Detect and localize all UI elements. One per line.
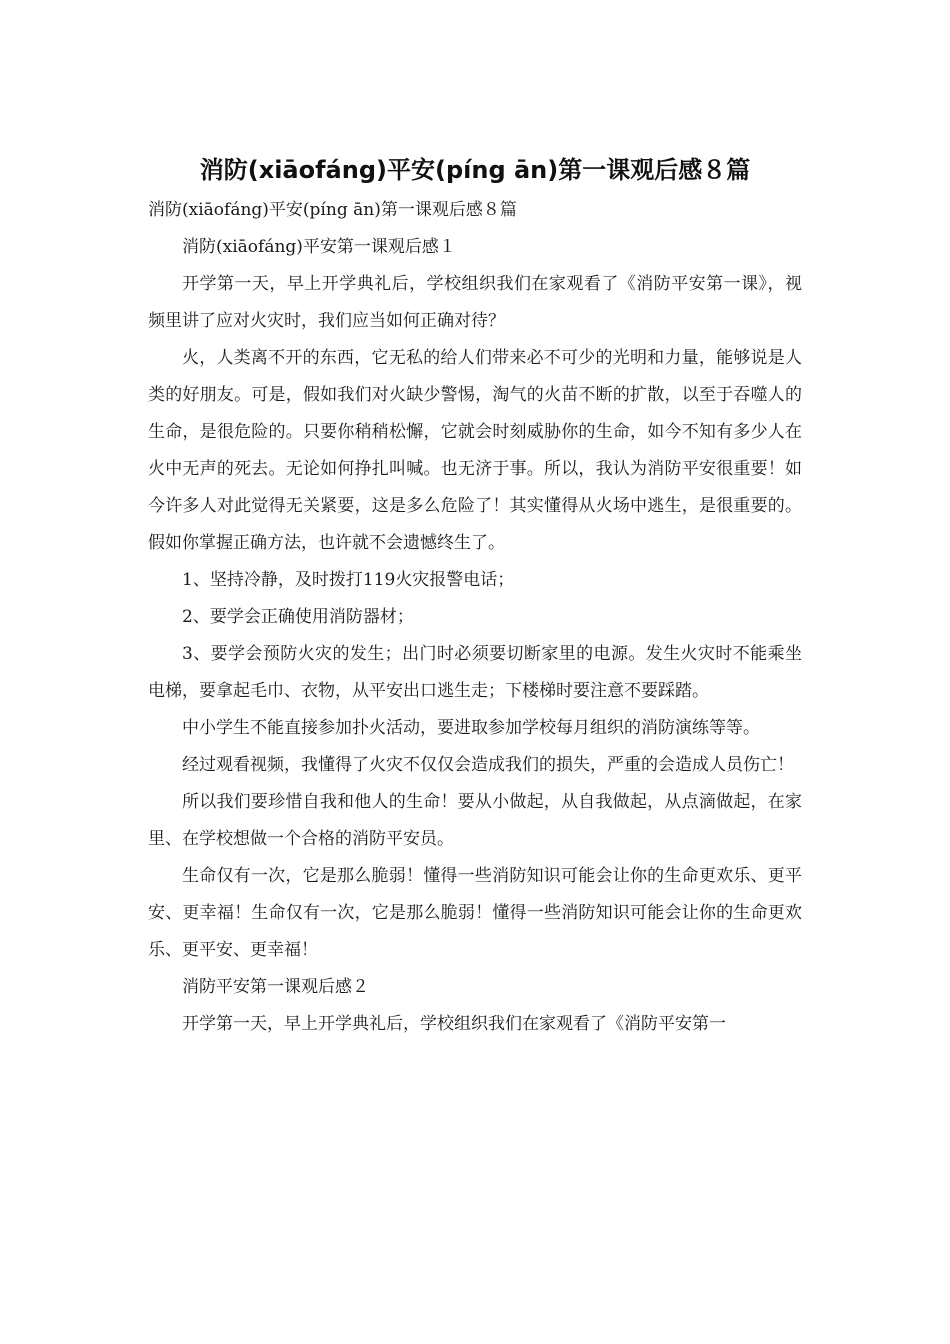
paragraph: 中小学生不能直接参加扑火活动，要进取参加学校每月组织的消防演练等等。 (182, 718, 760, 738)
document-title: 消防(xiāofáng)平安(píng ān)第一课观后感８篇 (199, 156, 751, 184)
section-2-heading: 消防平安第一课观后感２ (182, 977, 369, 997)
document-subtitle-line: 消防(xiāofáng)平安(píng ān)第一课观后感８篇 (148, 200, 517, 220)
paragraph: 所以我们要珍惜自我和他人的生命！要从小做起，从自我做起，从点滴做起，在家里、在学校想做一个合格的消防平安员。 (148, 792, 802, 849)
list-item: 2、要学会正确使用消防器材； (182, 607, 414, 627)
paragraph: 火，人类离不开的东西，它无私的给人们带来必不可少的光明和力量，能够说是人类的好朋友。可是，假如我们对火缺少警惕，淘气的火苗不断的扩散，以至于吞噬人的生命，是很危险的。只要你稍稍松懈，它就会时刻威胁你的生命，如今不知有多少人在火中无声的死去。无论如何挣扎叫喊。也无济于事。所以，我认为消防平安很重要！如今许多人对此觉得无关紧要，这是多么危险了！其实懂得从火场中逃生，是很重要的。假如你掌握正确方法，也许就不会遗憾终生了。 (148, 348, 802, 553)
list-item: 3、要学会预防火灾的发生；出门时必须要切断家里的电源。发生火灾时不能乘坐电梯，要拿起毛巾、衣物，从平安出口逃生走；下楼梯时要注意不要踩踏。 (148, 644, 802, 701)
section-1-heading: 消防(xiāofáng)平安第一课观后感１ (182, 237, 456, 257)
document-page (148, 150, 802, 1043)
paragraph: 生命仅有一次，它是那么脆弱！懂得一些消防知识可能会让你的生命更欢乐、更平安、更幸福！生命仅有一次，它是那么脆弱！懂得一些消防知识可能会让你的生命更欢乐、更平安、更幸福！ (148, 866, 802, 960)
paragraph: 开学第一天，早上开学典礼后，学校组织我们在家观看了《消防平安第一 (182, 1014, 726, 1034)
paragraph: 开学第一天，早上开学典礼后，学校组织我们在家观看了《消防平安第一课》，视频里讲了应对火灾时，我们应当如何正确对待？ (148, 274, 802, 331)
paragraph: 经过观看视频，我懂得了火灾不仅仅会造成我们的损失，严重的会造成人员伤亡！ (182, 755, 794, 775)
list-item: 1、坚持冷静，及时拨打119火灾报警电话； (182, 570, 515, 590)
